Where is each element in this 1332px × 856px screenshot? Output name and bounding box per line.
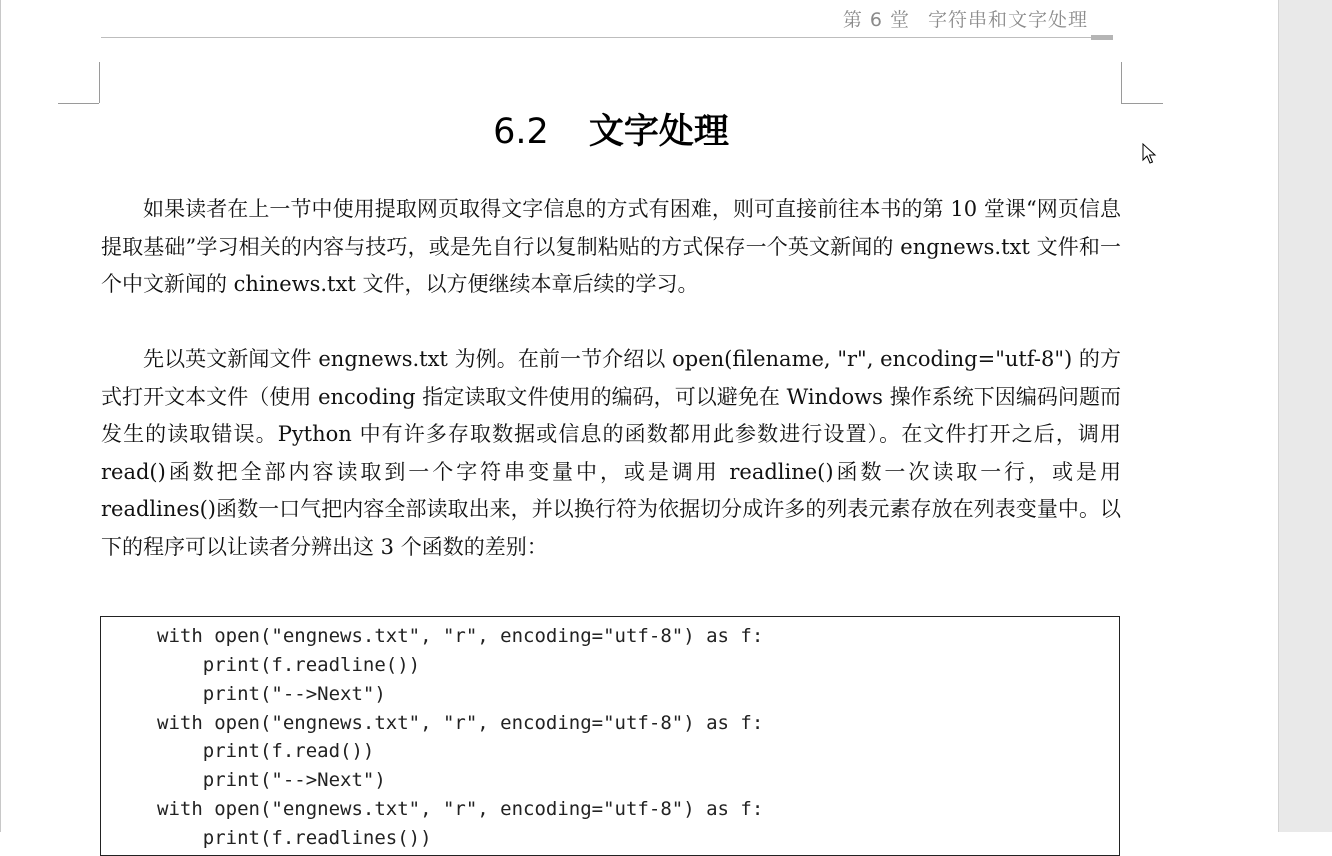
window-gutter xyxy=(1278,0,1332,832)
section-heading xyxy=(101,104,1121,156)
code-line: with open("engnews.txt", "r", encoding="utf-8") as f: xyxy=(157,625,764,647)
code-line: print("-->Next") xyxy=(157,683,386,705)
section-title: 文字处理 xyxy=(588,112,729,152)
code-line: with open("engnews.txt", "r", encoding="utf-8") as f: xyxy=(157,798,764,820)
mouse-pointer-icon xyxy=(1142,143,1156,165)
header-rule xyxy=(101,37,1113,38)
code-line: print("-->Next") xyxy=(157,769,386,791)
code-line: print(f.readline()) xyxy=(157,654,421,676)
header-tab-marker xyxy=(1091,35,1113,40)
running-header xyxy=(843,5,1088,32)
code-line: with open("engnews.txt", "r", encoding="utf-8") as f: xyxy=(157,712,764,734)
code-listing xyxy=(100,616,1120,856)
crop-mark-right-horizontal xyxy=(1121,103,1163,104)
running-header-title: 字符串和文字处理 xyxy=(927,9,1088,31)
code-line: print(f.read()) xyxy=(157,740,375,762)
crop-mark-right-vertical xyxy=(1121,62,1122,103)
body-paragraph-1: 如果读者在上一节中使用提取网页取得文字信息的方式有困难，则可直接前往本书的第 10 堂课“网页信息提取基础”学习相关的内容与技巧，或是先自行以复制粘贴的方式保存一个英文新闻的 engnews.txt 文件和一个中文新闻的 chinews.txt 文件，以方便继续本章后续的学习。 xyxy=(101,197,1121,296)
running-header-chapter: 第 6 堂 xyxy=(842,9,910,31)
crop-mark-left-vertical xyxy=(99,62,100,103)
crop-mark-left-horizontal xyxy=(58,103,99,104)
body-paragraph-2: 先以英文新闻文件 engnews.txt 为例。在前一节介绍以 open(filename, "r", encoding="utf-8") 的方式打开文本文件（使用 encoding 指定读取文件使用的编码，可以避免在 Windows 操作系统下因编码问题而发生的读取错误。Python 中有许多存取数据或信息的函数都用此参数进行设置）。在文件打开之后，调用 read()函数把全部内容读取到一个字符串变量中，或是调用 readline()函数一次读取一行，或是用 readlines()函数一口气把内容全部读取出来，并以换行符为依据切分成许多的列表元素存放在列表变量中。以下的程序可以让读者分辨出这 3 个函数的差别： xyxy=(101,347,1121,559)
section-number: 6.2 xyxy=(493,112,549,152)
code-line: print(f.readlines()) xyxy=(157,827,432,849)
